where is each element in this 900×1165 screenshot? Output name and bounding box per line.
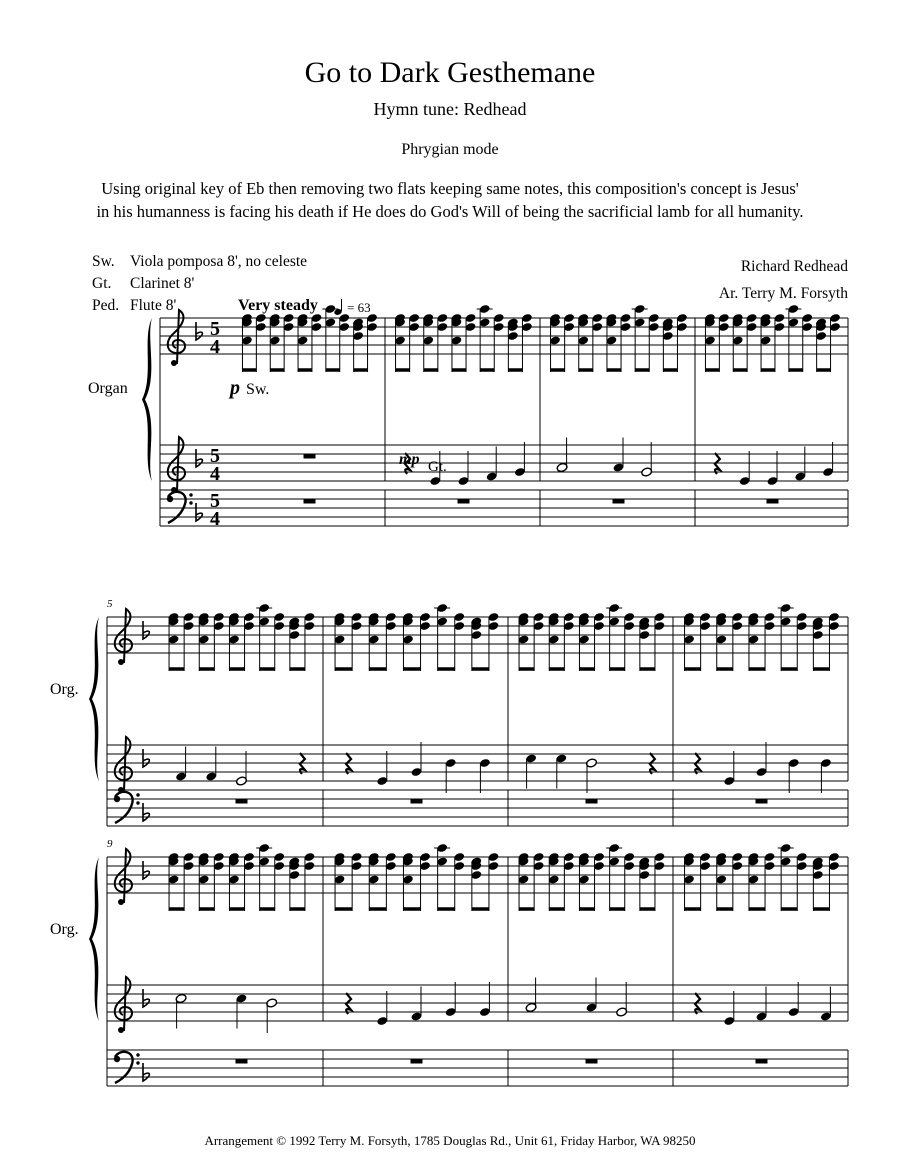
- whole-rest: [613, 499, 625, 504]
- time-signature-top: 5: [210, 445, 220, 467]
- flat-key-signature-icon: [196, 322, 202, 340]
- flat-key-signature-icon: [143, 989, 149, 1007]
- treble-clef-dot: [118, 899, 124, 905]
- time-signature-top: 5: [210, 318, 220, 340]
- quarter-rest-icon: [346, 993, 351, 1014]
- title: Go to Dark Gesthemane: [304, 56, 596, 89]
- time-signature-bottom: 4: [210, 463, 220, 485]
- whole-rest: [458, 499, 470, 504]
- instrument-short-label: Org.: [50, 681, 79, 698]
- arranger: Ar. Terry M. Forsyth: [718, 285, 848, 302]
- flat-key-signature-icon: [143, 749, 149, 767]
- instrument-short-label: Org.: [50, 921, 79, 938]
- bass-clef-icon: [114, 1052, 140, 1083]
- manual: Gt.: [92, 275, 112, 292]
- whole-rest: [304, 454, 316, 459]
- description-line-2: in his humanness is facing his death if He does do God's Will of being the sacrificial lamb for all humanity.: [96, 202, 804, 221]
- instrument-label: Organ: [88, 380, 128, 397]
- time-signature-bottom: 4: [210, 508, 220, 530]
- dynamic-mark: mp: [399, 451, 420, 468]
- tempo-text: Very steady: [238, 297, 318, 314]
- quarter-rest-icon: [300, 753, 305, 774]
- manual: Ped.: [92, 297, 120, 314]
- time-signature: [210, 490, 220, 530]
- bass-clef-dot: [189, 493, 192, 496]
- flat-key-signature-icon: [143, 621, 149, 639]
- footer-copyright: Arrangement © 1992 Terry M. Forsyth, 1785 Douglas Rd., Unit 61, Friday Harbor, WA 98250: [204, 1133, 696, 1148]
- quarter-rest-icon: [695, 993, 700, 1014]
- stop: Viola pomposa 8', no celeste: [130, 253, 308, 270]
- tempo-bpm: = 63: [347, 300, 371, 315]
- measure-number: 5: [107, 598, 113, 610]
- quarter-rest-icon: [405, 453, 410, 474]
- bass-clef-dot: [136, 1053, 139, 1056]
- flat-key-signature-icon: [196, 449, 202, 467]
- flat-key-signature-icon: [196, 503, 202, 521]
- quarter-rest-icon: [346, 753, 351, 774]
- stop: Flute 8': [130, 297, 177, 314]
- bass-clef-dot: [189, 501, 192, 504]
- whole-rest: [236, 799, 248, 804]
- whole-rest: [586, 799, 598, 804]
- treble-clef-dot: [171, 360, 177, 366]
- whole-rest: [411, 1059, 423, 1064]
- quarter-rest-icon: [715, 453, 720, 474]
- dynamic-mark: p: [230, 377, 240, 399]
- whole-rest: [756, 1059, 768, 1064]
- whole-rest: [304, 499, 316, 504]
- whole-rest: [767, 499, 779, 504]
- flat-key-signature-icon: [143, 861, 149, 879]
- measure-number: 9: [107, 838, 113, 850]
- dynamic-manual: Sw.: [246, 381, 270, 398]
- brace-icon: [142, 318, 152, 481]
- brace-icon: [89, 617, 99, 781]
- bass-clef-dot: [136, 801, 139, 804]
- dynamic-manual: Gt.: [428, 459, 447, 475]
- description-line-1: Using original key of Eb then removing two flats keeping same notes, this composition's concept is Jesus': [101, 179, 799, 198]
- time-signature-top: 5: [210, 490, 220, 512]
- bass-clef-dot: [136, 1061, 139, 1064]
- brace-icon: [89, 857, 99, 1021]
- whole-rest: [411, 799, 423, 804]
- composer: Richard Redhead: [740, 258, 848, 275]
- treble-clef-dot: [118, 1027, 124, 1033]
- whole-rest: [236, 1059, 248, 1064]
- flat-key-signature-icon: [143, 803, 149, 821]
- time-signature-bottom: 4: [210, 336, 220, 358]
- time-signature: [210, 318, 220, 358]
- flat-key-signature-icon: [143, 1063, 149, 1081]
- quarter-rest-icon: [695, 753, 700, 774]
- mode: Phrygian mode: [401, 141, 499, 158]
- stop: Clarinet 8': [130, 275, 195, 292]
- bass-clef-icon: [167, 492, 193, 523]
- subtitle: Hymn tune: Redhead: [373, 99, 527, 119]
- whole-rest: [586, 1059, 598, 1064]
- bass-clef-icon: [114, 792, 140, 823]
- whole-rest: [756, 799, 768, 804]
- bass-clef-dot: [136, 793, 139, 796]
- quarter-rest-icon: [650, 753, 655, 774]
- time-signature: [210, 445, 220, 485]
- manual: Sw.: [92, 253, 115, 270]
- treble-clef-dot: [118, 659, 124, 665]
